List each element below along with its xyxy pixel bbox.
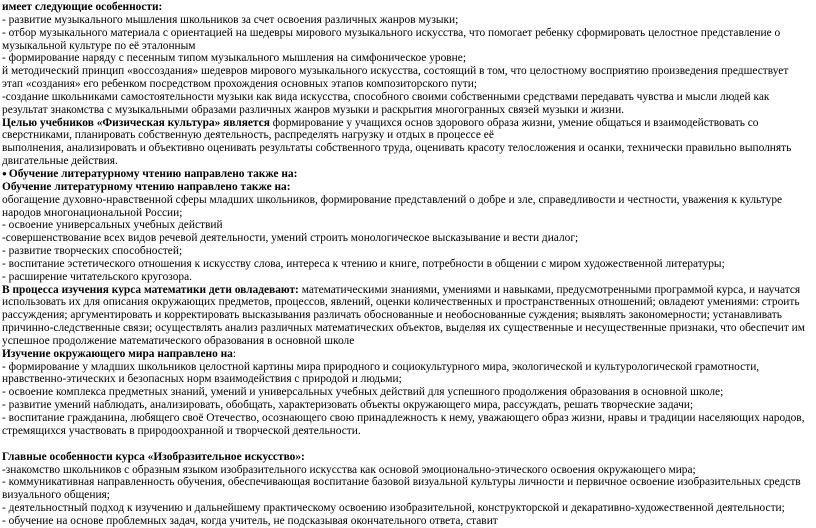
literature-item: обогащение духовно-нравственной сферы младших школьников, формирование представлений о добре и зле, справедливости и честности, уважения к культуре народов многонациональной России; (2, 193, 783, 219)
literature-item: - воспитание эстетического отношения к искусству слова, интереса к чтению и книге, потребности в общении с миром художественной литературы; (2, 257, 725, 270)
music-item: й методический принцип «воссоздания» шедевров мирового музыкального искусства, состоящий в том, что целостному восприятию произведения предшествует этап «создания» его ребенком посредством прохождения основных этапов композиторского пути; (2, 65, 789, 91)
world-item: - формирование у младших школьников целостной картины мира природного и социокультурного мира, экологической и культурологической грамотности, нравственно-этических и безопасных норм взаимодействия с природой и людьми; (2, 360, 760, 386)
physical-text: формирование у учащихся основ здорового образа жизни, умение общаться и взаимодействовать со сверстниками, планировать собственную деятельность, распределять нагрузку и отдых в процессе её (2, 116, 759, 142)
paragraph-gap (2, 438, 808, 451)
world-item: - освоение комплекса предметных знаний, умений и универсальных учебных действий для успешного продолжения образования в основной школе; (2, 386, 724, 399)
art-item: - коммуникативная направленность обучения, обеспечивающая воспитание базовой визуальной культуры личности и первичное освоение изобразительных средств визуального общения; (2, 476, 801, 502)
art-item: -знакомство школьников с образным языком изобразительного искусства как основой эмоционально-этического освоения окружающего мира; (2, 463, 696, 476)
literature-heading-2: Обучение литературному чтению направлено также на: (2, 180, 291, 193)
world-item: - развитие умений наблюдать, анализировать, обобщать, характеризовать объекты окружающего мира, рассуждать, решать творческие задачи; (2, 399, 694, 412)
music-item: -создание школьниками самостоятельности музыки как вида искусства, способного своими собственными средствами передавать чувства и мысли людей как результат знакомства с музыкальными образами различных жанров музыки и раскрытия многогранных связей музыки и жизни. (2, 90, 770, 116)
world-heading: Изучение окружающего мира направлено на: (2, 347, 237, 360)
music-heading: имеет следующие особенности: (2, 1, 163, 13)
physical-paragraph (2, 117, 808, 143)
music-item: - развитие музыкального мышления школьников за счет освоения различных жанров музыки; (2, 13, 459, 26)
math-lead: В процесса изучения курса математики дети овладевают: (2, 283, 299, 296)
physical-continuation: выполнения, анализировать и объективно оценивать результаты собственного труда, оценивать красоту телосложения и осанки, технически правильно выполнять двигательные действия. (2, 142, 792, 168)
art-item: - обучение на основе проблемных задач, когда учитель, не подсказывая окончательного ответа, ставит (2, 514, 498, 527)
bullet-icon: ● (2, 168, 7, 178)
literature-item: - расширение читательского кругозора. (2, 270, 192, 283)
math-paragraph (2, 284, 808, 348)
physical-lead: Целью учебников «Физическая культура» является (2, 116, 270, 129)
music-item: - формирование наряду с песенным типом музыкального мышления на симфоническое уровне; (2, 52, 466, 65)
literature-item: - освоение универсальных учебных действий (2, 219, 223, 232)
literature-item: - развитие творческих способностей; (2, 245, 183, 258)
math-text: математическими знаниями, умениями и навыками, предусмотренными программой курса, и научатся использовать их для описания окружающих предметов, процессов, явлений, оценки количественных и пространственных отношений; овладеют умениями: строить рассуждения; аргументировать и корректировать высказывания различать обоснованные и необоснованные суждения; выявлять закономерности; устанавливать причинно-следственные связи; осуществлять анализ различных математических объектов, выделяя их существенные и несущественные признаки, что обеспечит им успешное продолжение математического образования в основной школе (2, 283, 805, 347)
literature-item: -совершенствование всех видов речевой деятельности, умений строить монологическое высказывание и вести диалог; (2, 232, 579, 245)
music-item: - отбор музыкального материала с ориентацией на шедевры мирового музыкального искусства, что помогает ребенку сформировать целостное представление о музыкальной культуре по её эталонным (2, 26, 781, 52)
art-item: - деятельностный подход к изучению и дальнейшему практическому освоению изобразительной, конструкторской и декаративно-художественной деятельности; (2, 502, 785, 515)
literature-heading-1: ● Обучение литературному чтению направлено также на: (2, 167, 298, 180)
world-item: - воспитание гражданина, любящего своё Отечество, осознающего свою принадлежность к нему, уважающего образ жизни, нравы и традиции населяющих народов, стремящихся участвовать в природоохранной и творческой деятельности. (2, 412, 805, 437)
art-heading: Главные особенности курса «Изобразительное искусство»: (2, 450, 305, 463)
